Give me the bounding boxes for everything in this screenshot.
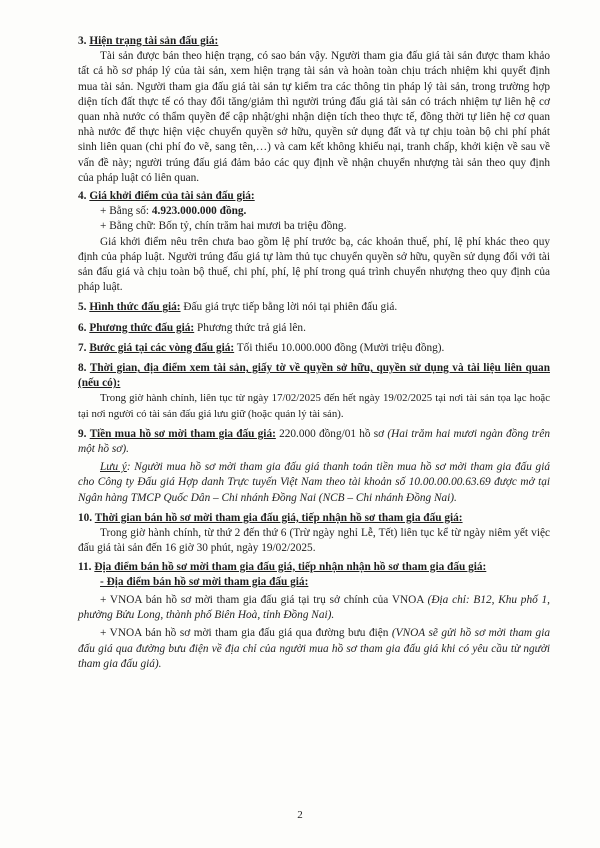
section-4-body: Giá khởi điểm nêu trên chưa bao gồm lệ phí trước bạ, các khoản thuế, phí, lệ phí khác theo quy định của pháp luật. Người trúng đấu giá tự làm thủ tục chuyển quyền sở hữu, quyền sử dụng đối với tài sản đấu giá và chịu toàn bộ thuế, chi phí, phí, lệ phí trong quá trình chuyển nhượng theo quy định của pháp luật. <box>78 235 550 294</box>
section-5-text: Đấu giá trực tiếp bằng lời nói tại phiên đấu giá. <box>180 301 398 314</box>
section-title: Thời gian, địa điểm xem tài sản, giấy tờ về quyền sở hữu, quyền sử dụng và tài liệu liên quan (nếu có): <box>78 362 550 390</box>
section-title: Địa điểm bán hồ sơ mời tham gia đấu giá, tiếp nhận nhận hồ sơ tham gia đấu giá: <box>94 560 487 573</box>
section-10-body: Trong giờ hành chính, từ thứ 2 đến thứ 6 (Trừ ngày nghỉ Lễ, Tết) liên tục kể từ ngày niêm yết việc đấu giá tài sản đến 16 giờ 30 phút, ngày 19/02/2025. <box>78 527 550 555</box>
section-title: Thời gian bán hồ sơ mời tham gia đấu giá, tiếp nhận hồ sơ tham gia đấu giá: <box>94 511 463 524</box>
section-title: Hiện trạng tài sản đấu giá: <box>89 35 219 47</box>
price-in-words: + Bằng chữ: Bốn tỷ, chín trăm hai mươi ba triệu đồng. <box>100 220 347 233</box>
section-7-text: Tối thiểu 10.000.000 đồng (Mười triệu đồng). <box>234 341 445 354</box>
item-2-text-italic: (VNOA sẽ gửi hồ sơ mời tham gia đấu giá qua đường bưu điện về địa chỉ của người mua hồ sơ tham gia đấu giá khi có yêu cầu từ người tham gia đấu giá). <box>78 627 550 670</box>
section-number: 4. <box>78 190 87 203</box>
section-11-subheading: - Địa điểm bán hồ sơ mời tham gia đấu giá: <box>100 575 309 588</box>
section-number: 11. <box>78 560 92 573</box>
section-title: Bước giá tại các vòng đấu giá: <box>89 341 235 354</box>
note-text: : Người mua hồ sơ mời tham gia đấu giá thanh toán tiền mua hồ sơ mời tham gia đấu giá cho Công ty Đấu giá Hợp danh Trực tuyến Việt Nam theo tài khoản số 10.00.00.00.63.69 được mở tại Ngân hàng TMCP Quốc Dân – Chi nhánh Đồng Nai (NCB – Chi nhánh Đồng Nai). <box>78 461 550 504</box>
price-number-value: 4.923.000.000 đồng. <box>151 205 247 218</box>
section-title: Phương thức đấu giá: <box>89 321 195 334</box>
section-title: Tiền mua hồ sơ mời tham gia đấu giá: <box>89 427 276 440</box>
price-number-label: + Bằng số: <box>100 205 152 218</box>
note-label: Lưu ý <box>100 461 127 474</box>
section-10-heading <box>78 511 550 526</box>
section-title: Giá khởi điểm của tài sản đấu giá: <box>89 190 255 203</box>
section-9-note <box>78 460 550 506</box>
section-number: 10. <box>78 511 93 524</box>
section-6-text: Phương thức trả giá lên. <box>194 321 306 334</box>
section-8-heading <box>78 361 550 391</box>
section-title: Hình thức đấu giá: <box>89 301 181 314</box>
section-number: 8. <box>78 362 87 375</box>
section-3-body: Tài sản được bán theo hiện trạng, có sao bán vậy. Người tham gia đấu giá tài sản được tham khảo tất cả hồ sơ pháp lý của tài sản, xem hiện trạng tài sản và hoàn toàn chịu trách nhiệm khi quyết định mua tài sản. Người tham gia đấu giá tài sản tự kiểm tra các thông tin pháp lý tài sản, trong trường hợp diện tích đất thực tế có thay đổi tăng/giảm thì người trúng đấu giá tài sản có trách nhiệm tự liên hệ cơ quan nhà nước có thẩm quyền để cập nhật/ghi nhận diện tích theo thực tế, đồng thời tự liên hệ cơ quan nhà nước để thực hiện việc chuyển quyền sở hữu, quyền sử dụng đất và tự chịu toàn bộ chi phí phát sinh liên quan (chi phí đo vẽ, sang tên,…) và cam kết không khiếu nại, tranh chấp, khởi kiện về sau về vấn đề này; người trúng đấu giá đảm bảo các quy định về nhận chuyển nhượng tài sản theo quy định của pháp luật có liên quan. <box>78 50 550 184</box>
section-6 <box>78 321 550 336</box>
section-number: 3. <box>78 35 87 47</box>
item-1-text: + VNOA bán hồ sơ mời tham gia đấu giá tại trụ sở chính của VNOA <box>100 593 428 606</box>
section-9-text: 220.000 đồng/01 hồ sơ <box>275 427 388 440</box>
section-11-item-1 <box>78 593 550 623</box>
section-number: 6. <box>78 321 87 334</box>
section-11-heading <box>78 560 550 575</box>
section-7 <box>78 341 550 356</box>
price-in-numbers <box>78 204 550 219</box>
item-1-text-italic: (Địa chỉ: B12, Khu phố 1, phường Bửu Long, thành phố Biên Hoà, tỉnh Đồng Nai). <box>78 593 550 622</box>
section-5 <box>78 300 550 315</box>
section-9 <box>78 427 550 457</box>
section-number: 9. <box>78 427 87 440</box>
section-4-heading <box>78 189 550 204</box>
section-number: 7. <box>78 341 87 354</box>
item-2-text: + VNOA bán hồ sơ mời tham gia đấu giá qua đường bưu điện <box>100 627 392 640</box>
section-11-item-2 <box>78 626 550 672</box>
section-9-text-italic: (Hai trăm hai mươi ngàn đồng trên một hồ sơ). <box>78 427 550 456</box>
section-number: 5. <box>78 301 87 314</box>
section-8-body: Trong giờ hành chính, liên tục từ ngày 17/02/2025 đến hết ngày 19/02/2025 tại nơi tài sản tọa lạc hoặc tại nơi người có tài sản đấu giá lưu giữ (hoặc quản lý tài sản). <box>78 392 550 420</box>
section-3-heading <box>78 34 550 49</box>
page-number: 2 <box>297 809 303 821</box>
